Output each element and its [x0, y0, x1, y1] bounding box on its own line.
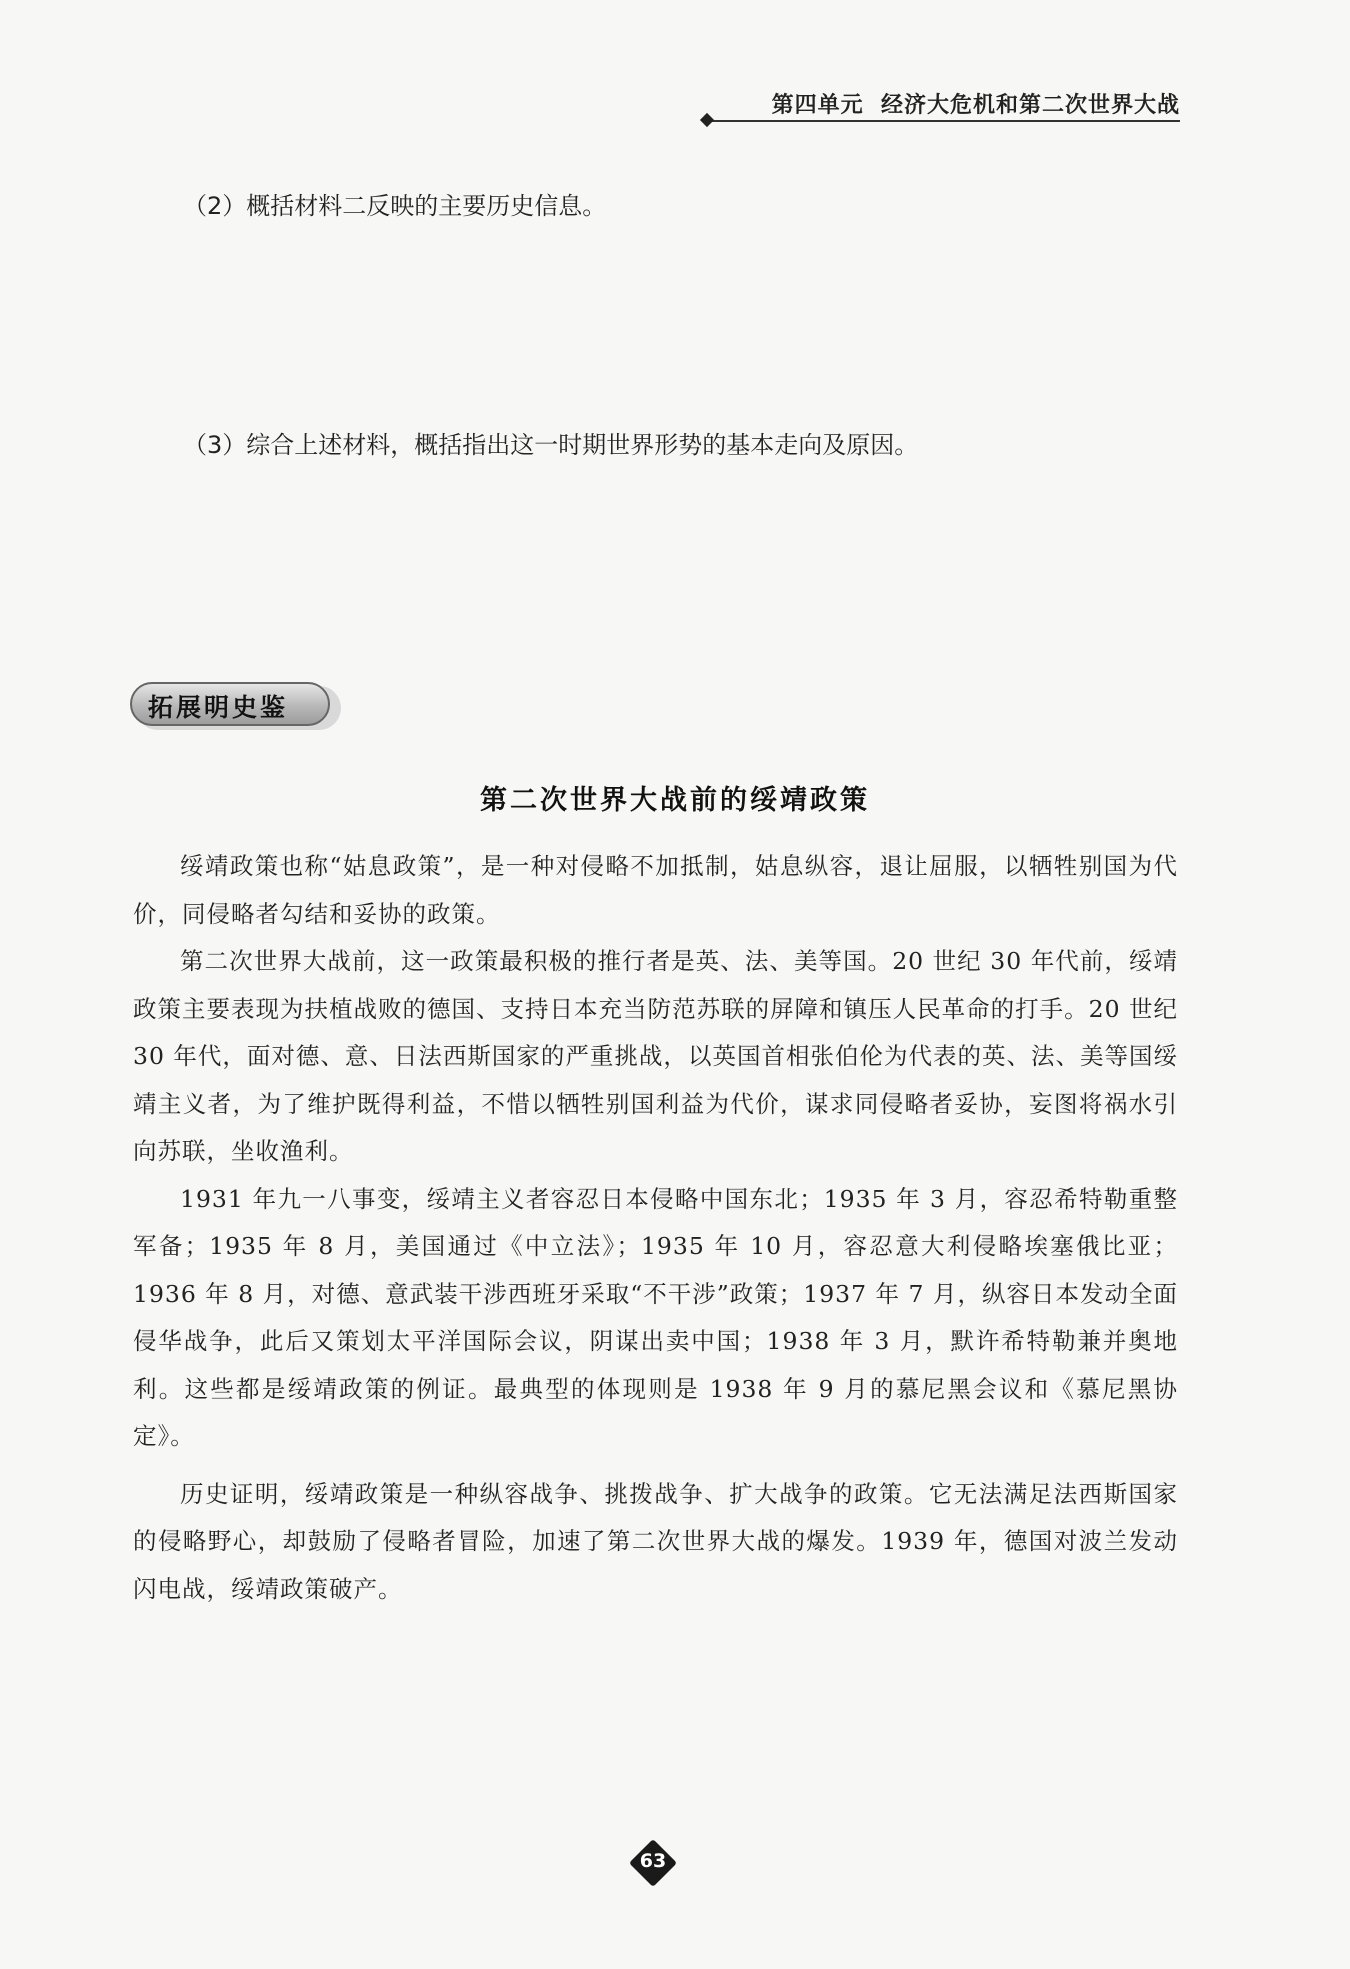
header-rule — [712, 120, 1180, 122]
section-badge — [130, 682, 345, 732]
page-number-text: 63 — [639, 1850, 667, 1872]
header-title: 经济大危机和第二次世界大战 — [880, 93, 1180, 118]
article-title: 第二次世界大战前的绥靖政策 — [480, 785, 870, 816]
page-number — [628, 1838, 678, 1888]
badge-label: 拓展明史鉴 — [148, 693, 289, 722]
header-text — [772, 88, 1180, 119]
article-paragraph-1: 绥靖政策也称“姑息政策”，是一种对侵略不加抵制，姑息纵容，退让屈服，以牺牲别国为代价，同侵略者勾结和妥协的政策。 — [133, 852, 1178, 928]
header-unit: 第四单元 — [771, 93, 864, 118]
article-paragraph-4: 历史证明，绥靖政策是一种纵容战争、挑拨战争、扩大战争的政策。它无法满足法西斯国家的侵略野心，却鼓励了侵略者冒险，加速了第二次世界大战的爆发。1939 年，德国对波兰发动闪电战，绥靖政策破产。 — [133, 1479, 1178, 1603]
running-header — [700, 88, 1180, 128]
article-body — [133, 843, 1178, 1613]
header-diamond-icon — [700, 113, 714, 127]
article-paragraph-2: 第二次世界大战前，这一政策最积极的推行者是英、法、美等国。20 世纪 30 年代前，绥靖政策主要表现为扶植战败的德国、支持日本充当防范苏联的屏障和镇压人民革命的打手。20 世纪 30 年代，面对德、意、日法西斯国家的严重挑战，以英国首相张伯伦为代表的英、法、美等国绥靖主义者，为了维护既得利益，不惜以牺牲别国利益为代价，谋求同侵略者妥协，妄图将祸水引向苏联，坐收渔利。 — [133, 947, 1178, 1165]
question-2: （2）概括材料二反映的主要历史信息。 — [183, 192, 607, 220]
question-3: （3）综合上述材料，概括指出这一时期世界形势的基本走向及原因。 — [183, 431, 919, 459]
article-paragraph-3: 1931 年九一八事变，绥靖主义者容忍日本侵略中国东北；1935 年 3 月，容忍希特勒重整军备；1935 年 8 月，美国通过《中立法》；1935 年 10 月，容忍意大利侵略埃塞俄比亚；1936 年 8 月，对德、意武装干涉西班牙采取“不干涉”政策；1937 年 7 月，纵容日本发动全面侵华战争，此后又策划太平洋国际会议，阴谋出卖中国；1938 年 3 月，默许希特勒兼并奥地利。这些都是绥靖政策的例证。最典型的体现则是 1938 年 9 月的慕尼黑会议和《慕尼黑协定》。 — [133, 1184, 1178, 1450]
